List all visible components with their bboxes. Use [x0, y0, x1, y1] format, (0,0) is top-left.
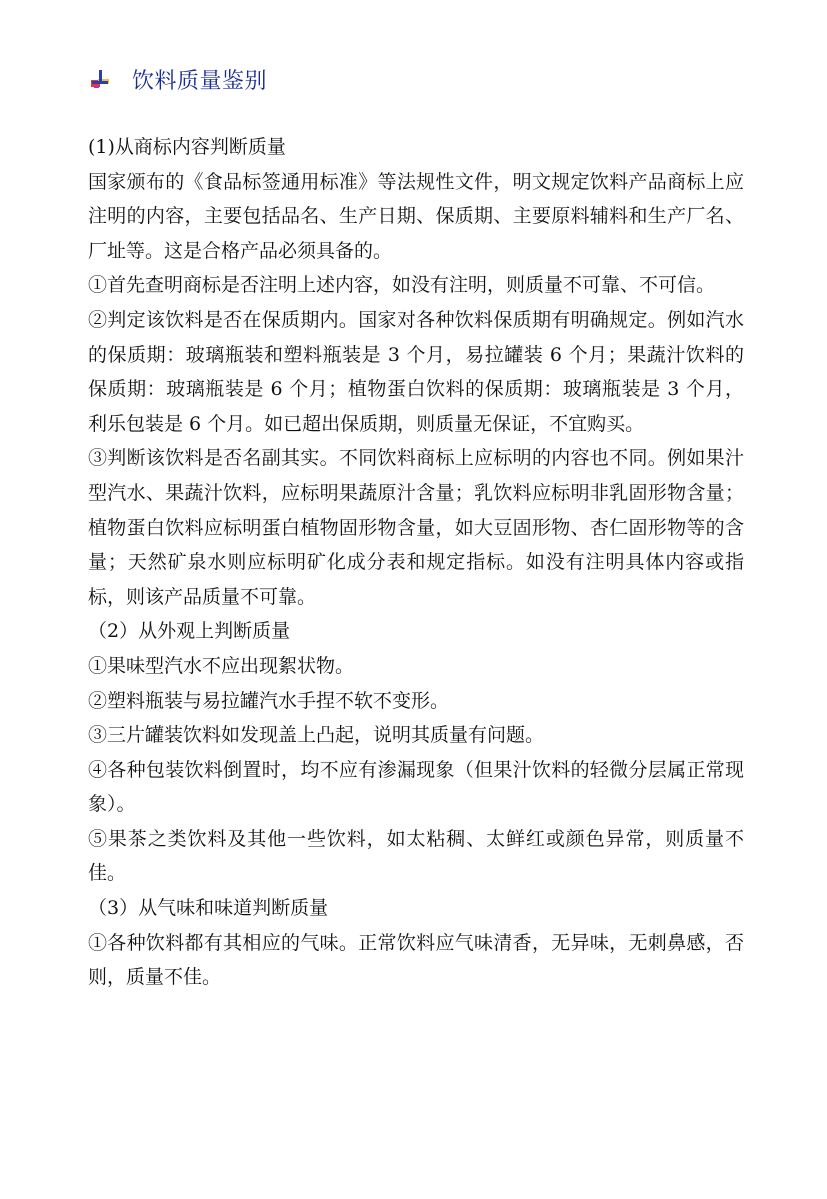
paragraph-appearance-4: ④各种包装饮料倒置时，均不应有渗漏现象（但果汁饮料的轻微分层属正常现象）。 — [88, 758, 744, 816]
body-text — [88, 130, 744, 995]
paragraph-appearance-5: ⑤果茶之类饮料及其他一些饮料，如太粘稠、太鲜红或颜色异常，则质量不佳。 — [88, 827, 744, 885]
page-title: 饮料质量鉴别 — [132, 68, 268, 94]
paragraph-intro: 国家颁布的《食品标签通用标准》等法规性文件，明文规定饮料产品商标上应注明的内容，主要包括品名、生产日期、保质期、主要原料辅料和生产厂名、厂址等。这是合格产品必须具备的。 — [88, 170, 744, 262]
section-heading — [88, 62, 267, 96]
paragraph-smell-1: ①各种饮料都有其相应的气味。正常饮料应气味清香，无异味，无刺鼻感，否则，质量不佳。 — [88, 931, 744, 989]
paragraph-item-1: ①首先查明商标是否注明上述内容，如没有注明，则质量不可靠、不可信。 — [88, 274, 716, 297]
paragraph-appearance-1: ①果味型汽水不应出现絮状物。 — [88, 654, 355, 677]
paragraph-appearance-3: ③三片罐装饮料如发现盖上凸起，说明其质量有问题。 — [88, 724, 545, 747]
paragraph-appearance-2: ②塑料瓶装与易拉罐汽水手捏不软不变形。 — [88, 689, 450, 712]
paragraph-section-3-title: （3）从气味和味道判断质量 — [88, 897, 329, 920]
paragraph-section-1-title: (1)从商标内容判断质量 — [88, 136, 286, 158]
paragraph-section-2-title: （2）从外观上判断质量 — [88, 620, 291, 643]
paragraph-item-3: ③判断该饮料是否名副其实。不同饮料商标上应标明的内容也不同。例如果汁型汽水、果蔬汁饮料，应标明果蔬原汁含量；乳饮料应标明非乳固形物含量；植物蛋白饮料应标明蛋白植物固形物含量，如大豆固形物、杏仁固形物等的含量；天然矿泉水则应标明矿化成分表和规定指标。如没有注明具体内容或指标，则该产品质量不可靠。 — [88, 447, 744, 608]
paragraph-item-2: ②判定该饮料是否在保质期内。国家对各种饮料保质期有明确规定。例如汽水的保质期：玻璃瓶装和塑料瓶装是 3 个月，易拉罐装 6 个月；果蔬汁饮料的保质期：玻璃瓶装是 6 个月；植物蛋白饮料的保质期：玻璃瓶装是 3 个月，利乐包装是 6 个月。如已超出保质期，则质量无保证，不宜购买。 — [88, 308, 744, 435]
bullet-marker-icon — [88, 67, 112, 91]
